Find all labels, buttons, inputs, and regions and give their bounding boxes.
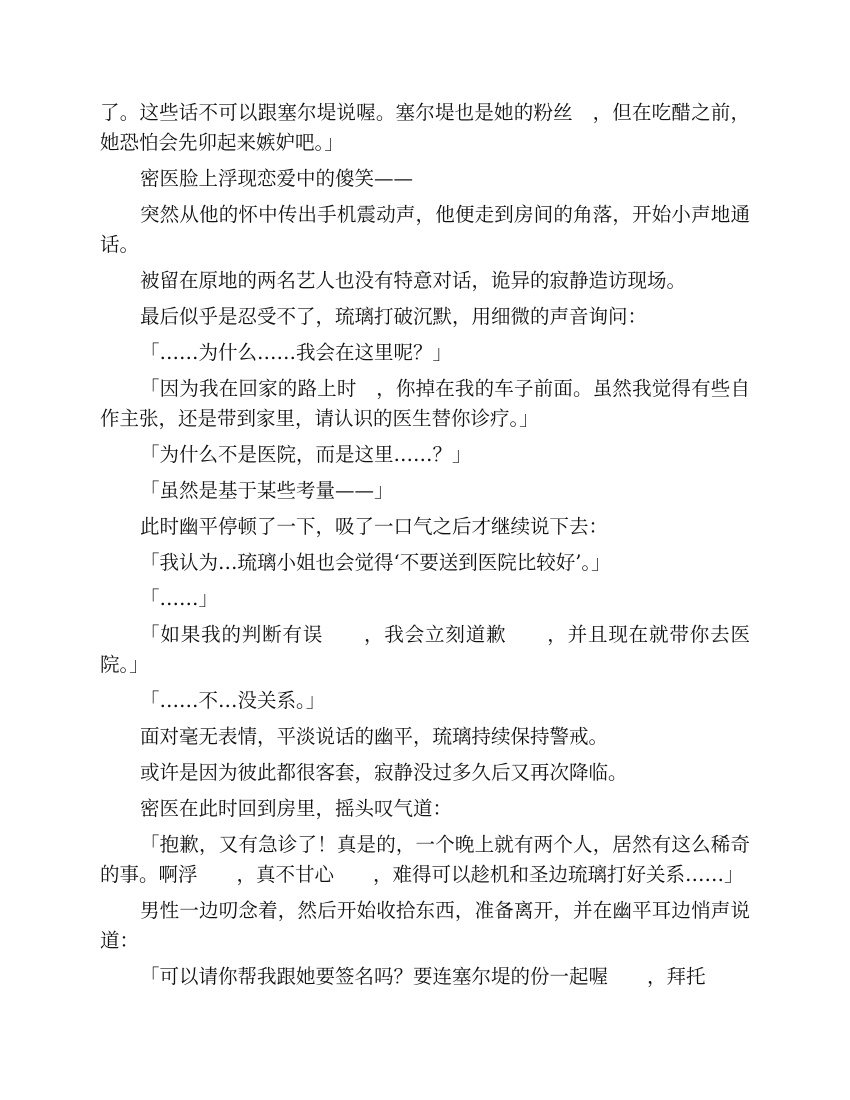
paragraph: 「……」 (140, 587, 219, 610)
paragraph: 「抱歉，又有急诊了！真是的，一个晚上就有两个人，居然有这么稀奇的事。啊浮 ，真不甘心 ，难得可以趁机和圣边琉璃打好关系……」 (100, 833, 750, 886)
paragraph: 「可以请你帮我跟她要签名吗？要连塞尔堤的份一起喔 ，拜托 (140, 965, 706, 988)
paragraph: 密医脸上浮现恋爱中的傻笑—— (140, 167, 414, 190)
paragraph: 「虽然是基于某些考量——」 (140, 479, 394, 502)
paragraph: 「如果我的判断有误 ，我会立刻道歉 ，并且现在就带你去医院。」 (100, 623, 750, 676)
paragraph: 「为什么不是医院，而是这里……？」 (140, 443, 472, 466)
paragraph: 了。这些话不可以跟塞尔堤说喔。塞尔堤也是她的粉丝 ，但在吃醋之前，她恐怕会先卯起来嫉妒吧。」 (100, 101, 750, 154)
paragraph: 面对毫无表情，平淡说话的幽平，琉璃持续保持警戒。 (140, 725, 609, 748)
paragraph: 「……不…没关系。」 (140, 689, 326, 712)
paragraph: 被留在原地的两名艺人也没有特意对话，诡异的寂静造访现场。 (140, 269, 687, 292)
paragraph: 男性一边叨念着，然后开始收拾东西，准备离开，并在幽平耳边悄声说道： (100, 899, 750, 952)
paragraph: 「因为我在回家的路上时 ，你掉在我的车子前面。虽然我觉得有些自作主张，还是带到家里，请认识的医生替你诊疗。」 (100, 377, 750, 430)
paragraph: 此时幽平停顿了一下，吸了一口气之后才继续说下去： (140, 515, 609, 538)
paragraph: 密医在此时回到房里，摇头叹气道： (140, 797, 453, 820)
document-page (100, 98, 750, 998)
paragraph: 「我认为…琉璃小姐也会觉得‘不要送到医院比较好’。」 (140, 551, 611, 574)
paragraph: 「……为什么……我会在这里呢？」 (140, 341, 453, 364)
paragraph: 或许是因为彼此都很客套，寂静没过多久后又再次降临。 (140, 761, 628, 784)
paragraph: 突然从他的怀中传出手机震动声，他便走到房间的角落，开始小声地通话。 (100, 203, 750, 256)
paragraph: 最后似乎是忍受不了，琉璃打破沉默，用细微的声音询问： (140, 305, 648, 328)
